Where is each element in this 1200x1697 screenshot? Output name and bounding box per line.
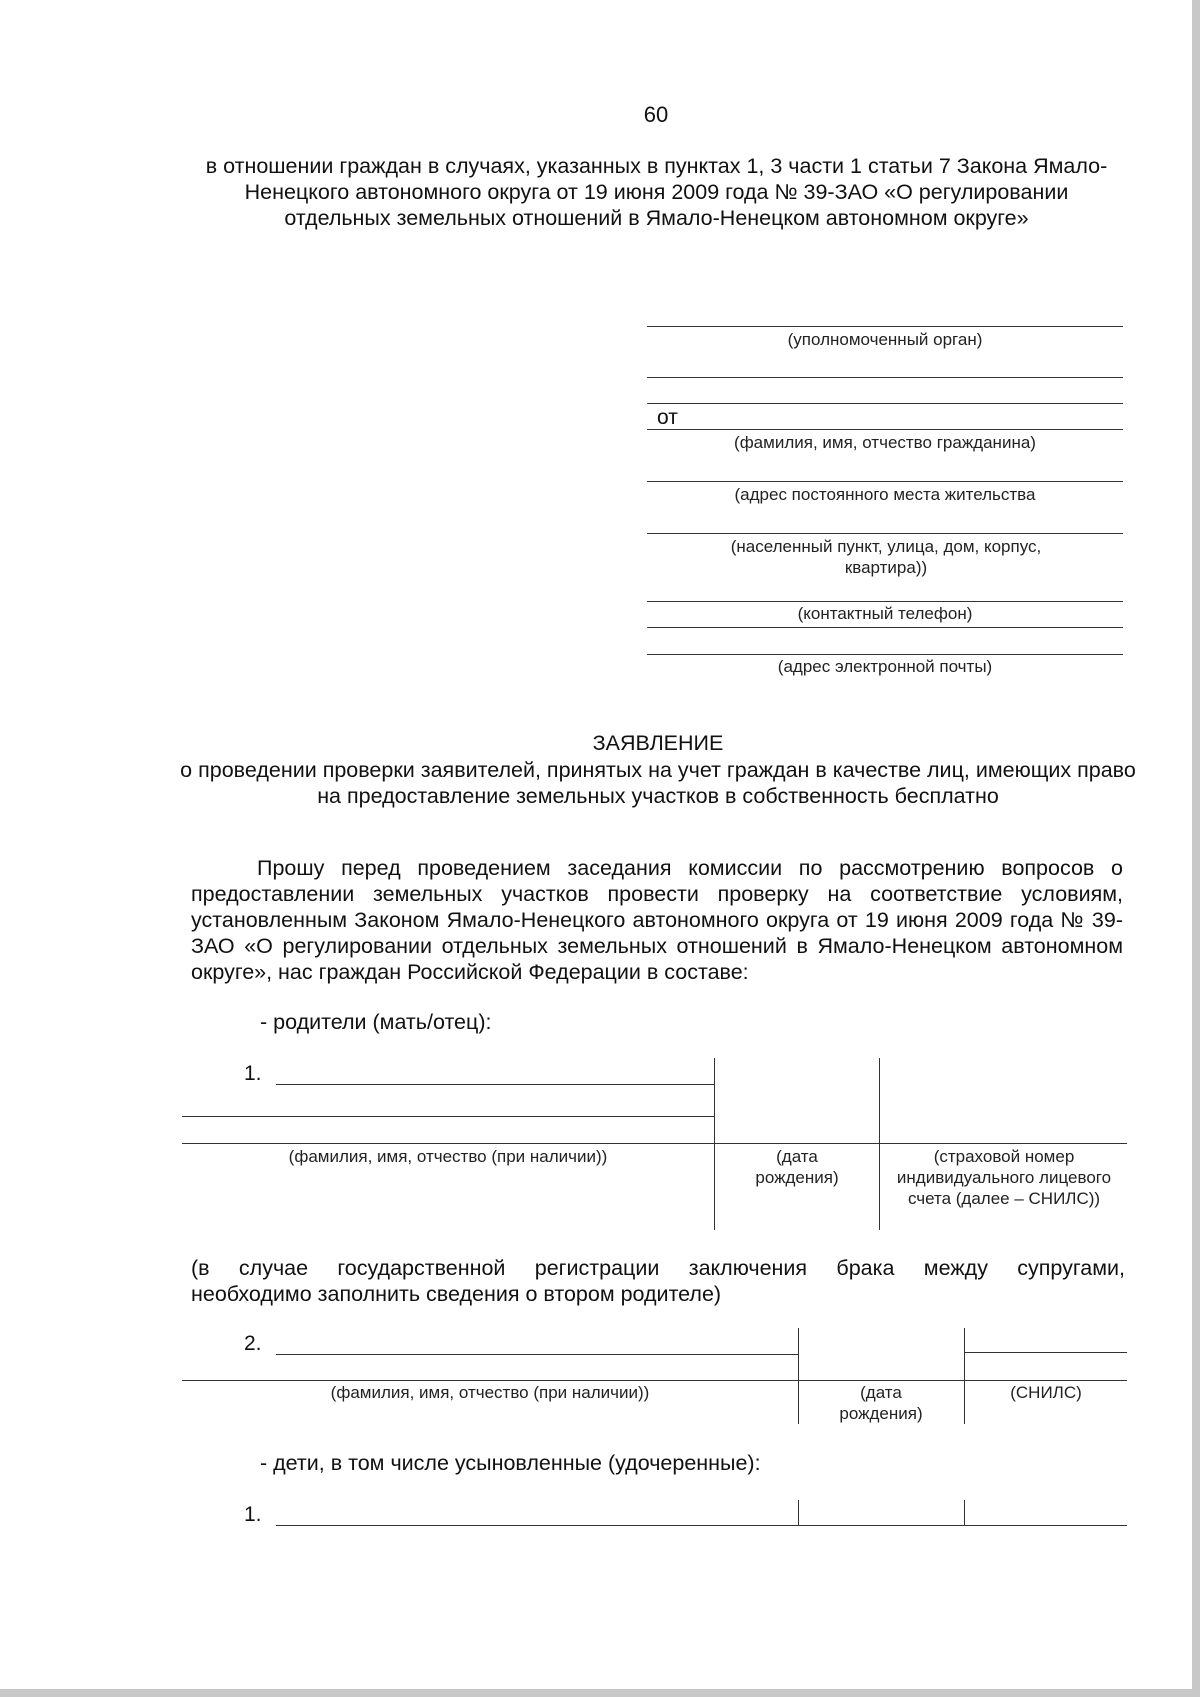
parent1-name-line[interactable]	[276, 1084, 714, 1085]
parent2-birth-caption: (дата рождения)	[839, 1383, 923, 1423]
scan-edge-right	[1192, 0, 1200, 1697]
parent1-number: 1.	[244, 1062, 262, 1085]
parent2-divider-1	[798, 1328, 799, 1424]
document-subtitle: в отношении граждан в случаях, указанных в пунктах 1, 3 части 1 статьи 7 Закона Ямало-Ненецкого автономного округа от 19 июня 2009 года № 39-ЗАО «О регулировании отдельных земельных отношений в Ямало-Ненецком автономном округе»	[205, 154, 1108, 230]
address-detail-caption: (населенный пункт, улица, дом, корпус, квартира))	[730, 537, 1042, 577]
parent1-birth-caption: (дата рождения)	[755, 1147, 839, 1187]
parent2-divider-2	[964, 1328, 965, 1424]
from-label: от	[657, 406, 678, 429]
email-line[interactable]	[647, 654, 1123, 655]
address-line[interactable]	[647, 481, 1123, 482]
application-title: ЗАЯВЛЕНИЕ	[592, 731, 724, 755]
address-caption: (адрес постоянного места жительства	[734, 485, 1036, 504]
body-paragraph	[191, 855, 1123, 985]
phone-caption: (контактный телефон)	[797, 604, 973, 623]
email-caption: (адрес электронной почты)	[777, 657, 993, 676]
parent2-number: 2.	[244, 1332, 262, 1355]
parent1-name-line-2[interactable]	[182, 1116, 714, 1117]
children-label: - дети, в том числе усыновленные (удочеренные):	[260, 1451, 761, 1475]
parent1-caption-line	[182, 1143, 1127, 1144]
phone-line[interactable]	[647, 601, 1123, 602]
child1-divider-2	[964, 1500, 965, 1525]
note-line-2: необходимо заполнить сведения о втором родителе)	[191, 1282, 722, 1306]
address-detail-line[interactable]	[647, 533, 1123, 534]
parent2-snils-line[interactable]	[964, 1352, 1127, 1353]
name-caption: (фамилия, имя, отчество гражданина)	[734, 433, 1036, 452]
child1-line[interactable]	[276, 1525, 1127, 1526]
parent2-name-caption: (фамилия, имя, отчество (при наличии))	[330, 1383, 650, 1402]
parent1-snils-caption: (страховой номер индивидуального лицевого счета (далее – СНИЛС))	[896, 1147, 1112, 1208]
name-line[interactable]	[647, 429, 1123, 430]
from-line-top	[647, 403, 1123, 404]
parents-label: - родители (мать/отец):	[260, 1010, 492, 1034]
authority-caption: (уполномоченный орган)	[787, 330, 983, 349]
authority-line[interactable]	[647, 326, 1123, 327]
note-line-1: (в случае государственной регистрации заключения брака между супругами,	[191, 1256, 1125, 1280]
application-subtitle: о проведении проверки заявителей, принятых на учет граждан в качестве лиц, имеющих право на предоставление земельных участков в собственность бесплатно	[180, 758, 1136, 808]
body-text: Прошу перед проведением заседания комиссии по рассмотрению вопросов о предоставлении земельных участков провести проверку на соответствие условиям, установленным Законом Ямало-Ненецкого автономного округа от 19 июня 2009 года № 39-ЗАО «О регулировании отдельных земельных отношений в Ямало-Ненецком автономном округе», нас граждан Российской Федерации в составе:	[191, 856, 1123, 984]
second-parent-note	[191, 1255, 1125, 1307]
parent1-divider-1	[714, 1058, 715, 1230]
parent1-name-caption: (фамилия, имя, отчество (при наличии))	[288, 1147, 608, 1166]
parent1-divider-2	[879, 1058, 880, 1230]
scan-edge-bottom	[0, 1689, 1200, 1697]
email-line-top	[647, 627, 1123, 628]
authority-line-2[interactable]	[647, 377, 1123, 378]
parent2-name-line[interactable]	[276, 1354, 798, 1355]
child1-divider-1	[798, 1500, 799, 1525]
page-number: 60	[643, 102, 669, 127]
parent2-caption-line	[182, 1380, 1127, 1381]
parent2-snils-caption: (СНИЛС)	[1010, 1383, 1082, 1402]
child1-number: 1.	[244, 1503, 262, 1526]
